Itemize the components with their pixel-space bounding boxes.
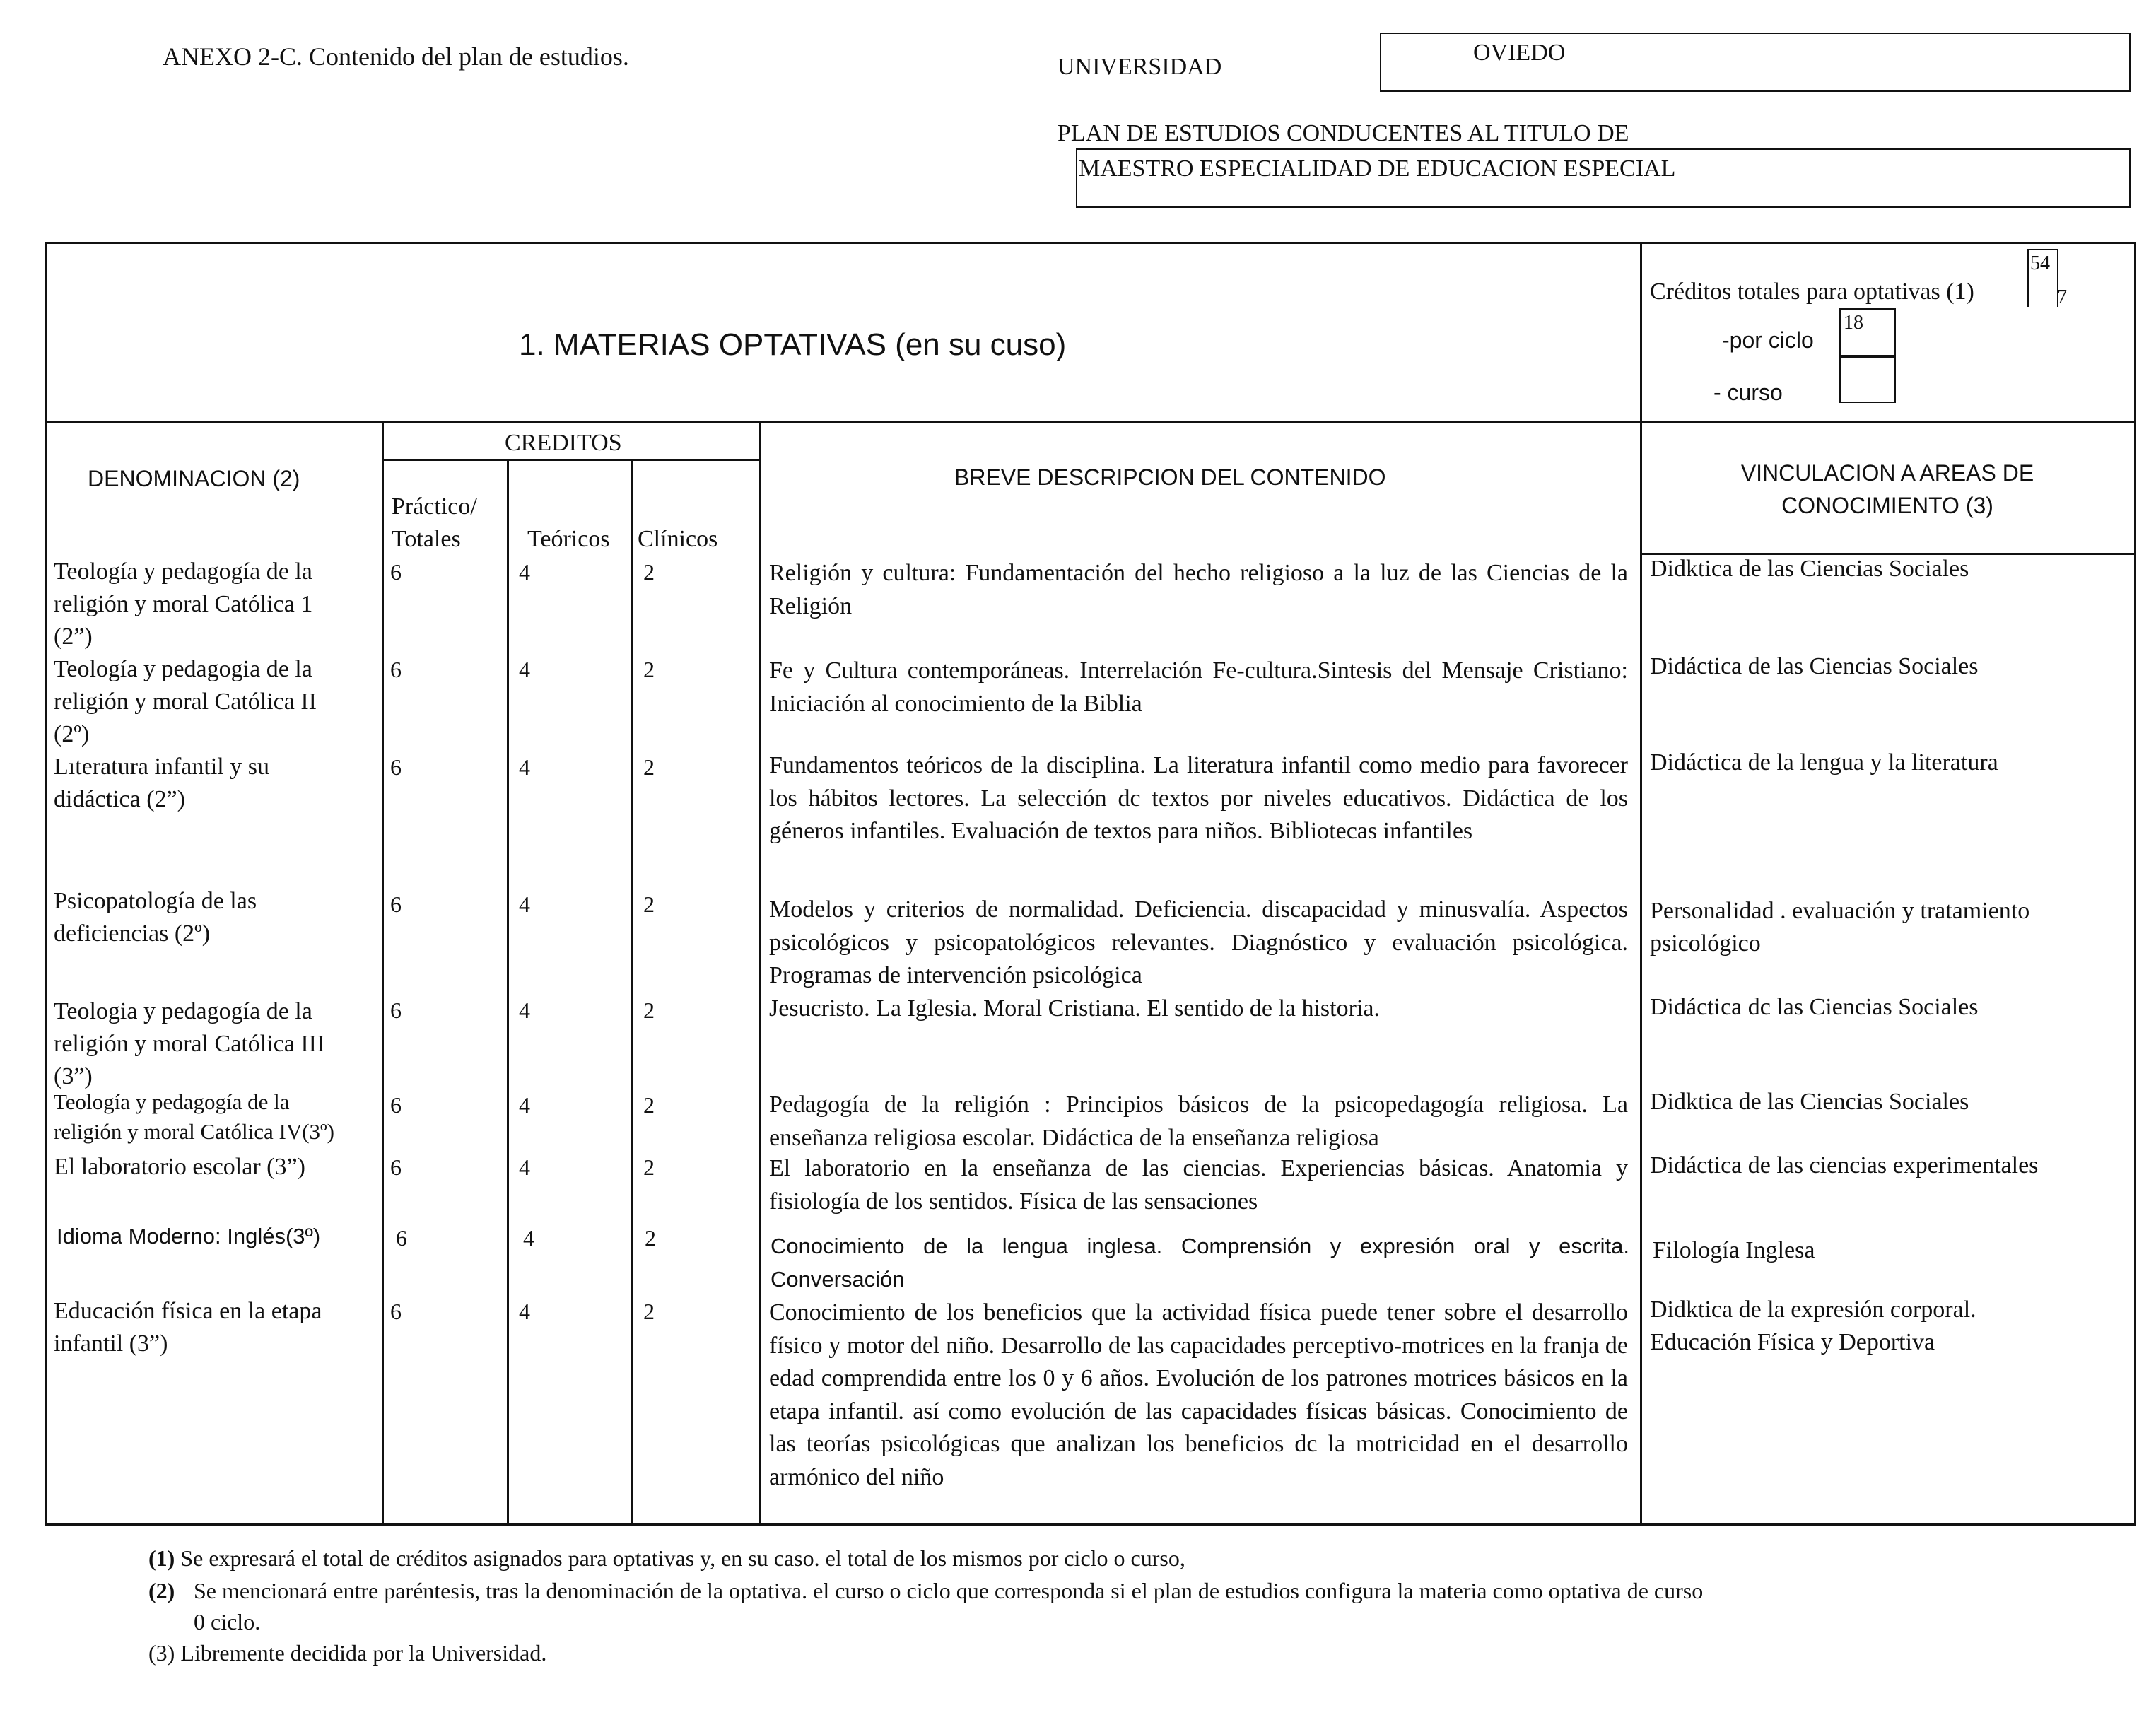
row-8-description: Conocimiento de la lengua inglesa. Comprensión y expresión oral y escrita. Conversación [771,1234,1629,1292]
credits-total-value: 54 [2030,252,2050,274]
row-3-total: 6 [390,754,402,780]
per-cycle-label: -por ciclo [1722,327,1814,353]
university-label: UNIVERSIDAD [1058,54,1222,80]
row-2-description: Fe y Cultura contemporáneas. Interrelación Fe-cultura.Sintesis del Mensaje Cristiano: Iniciación al conocimiento de la Biblia [769,657,1628,717]
footnote-1-mark: (1) [148,1545,175,1571]
per-cycle-value: 18 [1844,312,1863,334]
col-creditos: CREDITOS [505,430,622,456]
col-totales: Práctico/ Totales [392,493,477,552]
row-7-description: El laboratorio en la enseñanza de las ciencias. Experiencias básicas. Anatomia y fisiología de los sentidos. Física de las sensaciones [769,1155,1628,1215]
row-4-description: Modelos y criterios de normalidad. Deficiencia. discapacidad y minusvalía. Aspectos psicológicos y psicopatológicos relevantes. Diagnóstico y evaluación psicológica. Programas de intervención psicológica [769,896,1628,988]
row-7-clinicos: 2 [643,1154,655,1180]
footnote-2-text: Se mencionará entre paréntesis, tras la denominación de la optativa. el curso o ciclo que corresponda si el plan de estudios configura la materia como optativa de curso 0 ciclo. [194,1578,1704,1634]
table-rule [45,421,2136,423]
annex-title: ANEXO 2-C. Contenido del plan de estudios. [163,42,629,71]
row-1-name: Teología y pedagogía de la religión y moral Católica 1 (2”) [54,558,313,650]
university-box [1380,33,2131,92]
credits-total-box [2027,249,2058,307]
per-course-box [1839,355,1896,403]
footnote-3 [148,1637,2057,1668]
row-1-total: 6 [390,559,402,585]
credits-total-note: 7 [2057,286,2067,308]
row-2-clinicos: 2 [643,657,655,682]
row-8-name: Idioma Moderno: Inglés(3º) [57,1224,321,1248]
per-course-label: - curso [1713,380,1783,405]
row-4-clinicos: 2 [643,891,655,917]
row-4-teoricos: 4 [519,891,530,917]
row-5-area: Didáctica dc las Ciencias Sociales [1650,994,1979,1020]
row-7-teoricos: 4 [519,1154,530,1180]
table-rule [631,459,633,1526]
col-clinicos: Clínicos [638,526,718,552]
row-2-total: 6 [390,657,402,682]
footnote-1-text: Se expresará el total de créditos asignados para optativas y, en su caso. el total de los mismos por ciclo o curso, [180,1545,1185,1571]
plan-box [1076,148,2131,208]
row-9-clinicos: 2 [643,1299,655,1324]
table-rule [759,421,761,1526]
row-7-area: Didáctica de las ciencias experimentales [1650,1152,2039,1178]
row-3-teoricos: 4 [519,754,530,780]
row-4-area: Personalidad . evaluación y tratamiento psicológico [1650,898,2030,956]
row-7-total: 6 [390,1154,402,1180]
row-8-area: Filología Inglesa [1653,1237,1815,1263]
footnote-1 [148,1543,2057,1574]
row-5-teoricos: 4 [519,998,530,1023]
footnote-3-mark: (3) [148,1640,175,1666]
row-2-teoricos: 4 [519,657,530,682]
footnote-2 [148,1575,2057,1637]
row-3-clinicos: 2 [643,754,655,780]
row-3-area: Didáctica de la lengua y la literatura [1650,749,1998,776]
table-rule [382,421,384,1526]
row-6-teoricos: 4 [519,1092,530,1118]
section-title: 1. MATERIAS OPTATIVAS (en su cuso) [519,327,1067,362]
col-denominacion: DENOMINACION (2) [88,466,300,491]
credits-total-label: Créditos totales para optativas (1) [1650,279,1974,305]
row-2-name: Teología y pedagogia de la religión y moral Católica II (2º) [54,656,317,747]
row-9-teoricos: 4 [519,1299,530,1324]
row-9-name: Educación física en la etapa infantil (3”) [54,1298,322,1357]
row-1-description: Religión y cultura: Fundamentación del hecho religioso a la luz de las Ciencias de la Religión [769,560,1628,619]
per-cycle-box [1839,308,1896,358]
table-rule [382,459,761,461]
footnote-3-text: Libremente decidida por la Universidad. [180,1640,547,1666]
row-6-description: Pedagogía de la religión : Principios básicos de la psicopedagogía religiosa. La enseñanza religiosa escolar. Didáctica de la enseñanza religiosa [769,1092,1628,1151]
table-rule [1640,242,1642,1526]
plan-label: PLAN DE ESTUDIOS CONDUCENTES AL TITULO DE [1058,120,1629,146]
row-1-clinicos: 2 [643,559,655,585]
col-teoricos: Teóricos [527,526,610,552]
plan-value: MAESTRO ESPECIALIDAD DE EDUCACION ESPECIAL [1079,156,1676,182]
row-5-clinicos: 2 [643,998,655,1023]
row-5-total: 6 [390,998,402,1023]
row-4-name: Psicopatología de las deficiencias (2º) [54,888,257,947]
row-3-description: Fundamentos teóricos de la disciplina. La literatura infantil como medio para favorecer los hábitos lectores. La selección dc textos por niveles educativos. Didáctica de los géneros infantiles. Evaluación de textos para niños. Bibliotecas infantiles [769,752,1628,844]
row-1-teoricos: 4 [519,559,530,585]
table-rule [507,459,509,1526]
row-8-total: 6 [396,1225,407,1251]
row-6-area: Didktica de las Ciencias Sociales [1650,1089,1969,1115]
footnote-2-mark: (2) [148,1578,175,1603]
university-value: OVIEDO [1473,40,1566,66]
row-5-description: Jesucristo. La Iglesia. Moral Cristiana. El sentido de la historia. [769,995,1380,1022]
row-7-name: El laboratorio escolar (3”) [54,1154,305,1180]
row-9-description: Conocimiento de los beneficios que la actividad física puede tener sobre el desarrollo físico y motor del niño. Desarrollo de las capacidades perceptivo-motrices en la franja de edad comprendida entre los 0 y 6 años. Evolución de los patrones motrices básicos en la etapa infantil. así como evolución de las capacidades físicas básicas. Conocimiento de las teorías psicológicas que analizan los beneficios dc la motricidad en el desarrollo armónico del niño [769,1299,1628,1490]
row-2-area: Didáctica de las Ciencias Sociales [1650,653,1979,679]
col-vinculacion: VINCULACION A AREAS DE CONOCIMIENTO (3) [1740,460,2034,518]
row-4-total: 6 [390,891,402,917]
col-descripcion: BREVE DESCRIPCION DEL CONTENIDO [954,464,1386,490]
row-8-clinicos: 2 [645,1225,656,1251]
row-1-area: Didktica de las Ciencias Sociales [1650,556,1969,582]
row-9-total: 6 [390,1299,402,1324]
row-6-name: Teología y pedagogía de la religión y moral Católica IV(3º) [54,1089,334,1144]
row-6-total: 6 [390,1092,402,1118]
row-6-clinicos: 2 [643,1092,655,1118]
row-5-name: Teologia y pedagogía de la religión y moral Católica III (3”) [54,998,325,1089]
row-3-name: Lıteratura infantil y su didáctica (2”) [54,754,269,812]
row-9-area: Didktica de la expresión corporal. Educación Física y Deportiva [1650,1297,1976,1355]
row-8-teoricos: 4 [523,1225,534,1251]
